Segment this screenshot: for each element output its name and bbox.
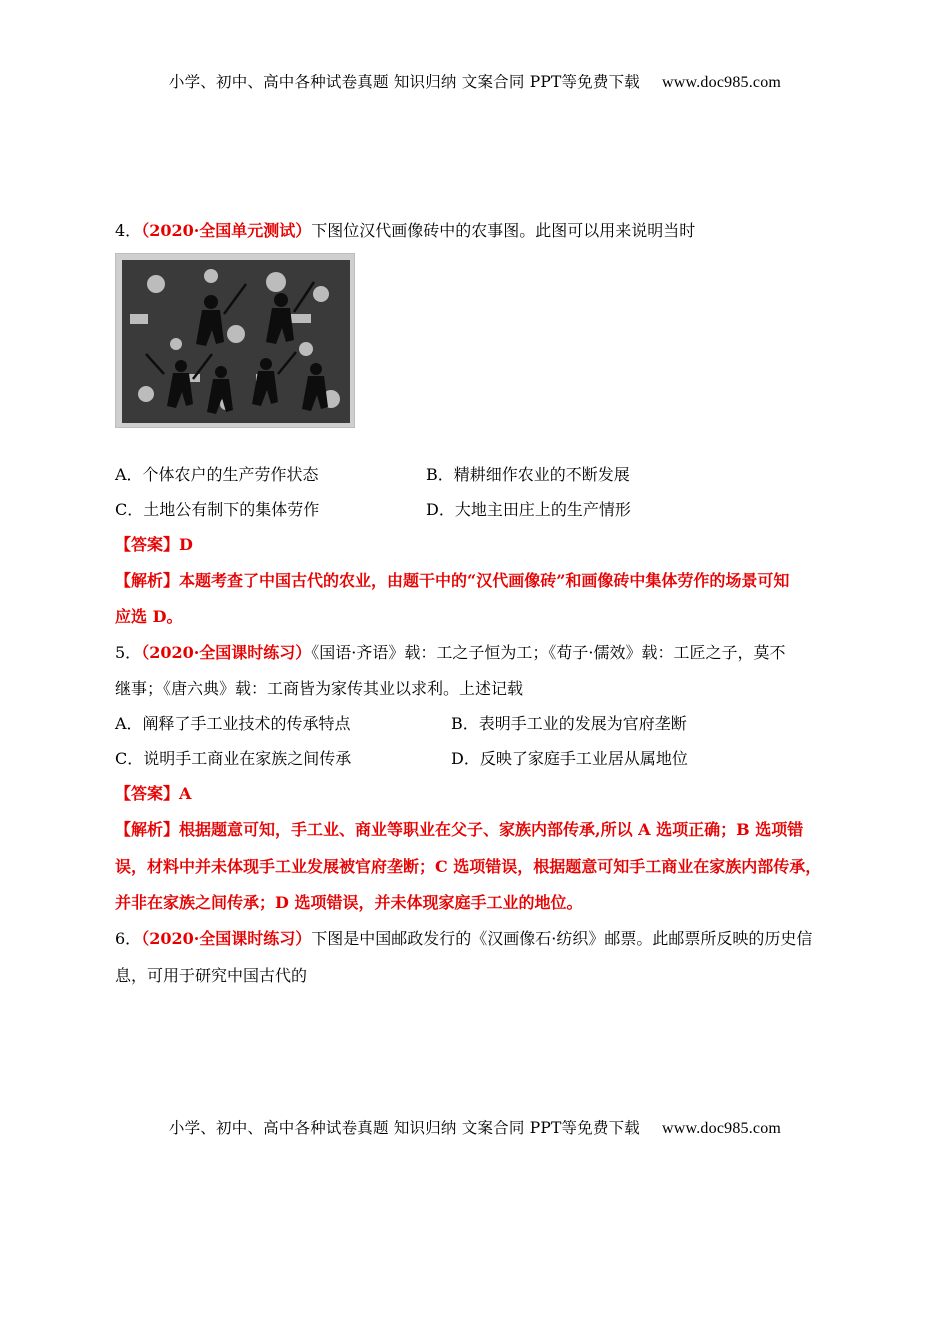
q6-stem-line-1 <box>115 929 812 949</box>
q5-option-c: C．说明手工商业在家族之间传承 <box>115 749 352 768</box>
q5-source: （2020·全国课时练习） <box>141 643 312 662</box>
q4-option-d: D．大地主田庄上的生产情形 <box>426 500 631 519</box>
q4-analysis-line-2: 应选 D。 <box>115 607 183 626</box>
q5-answer: 【答案】A <box>115 784 192 803</box>
q6-source: （2020·全国课时练习） <box>141 929 312 948</box>
q6-stem-line-2: 息，可用于研究中国古代的 <box>115 966 308 985</box>
q4-answer: 【答案】D <box>115 535 193 554</box>
q5-analysis-line-2: 误，材料中并未体现手工业发展被官府垄断；C 选项错误，根据题意可知手工商业在家族内部传承， <box>115 857 822 876</box>
footer-text: 小学、初中、高中各种试卷真题 知识归纳 文案合同 PPT等免费下载 <box>168 1119 640 1137</box>
q5-number: 5． <box>115 643 142 662</box>
q6-stem-1: 下图是中国邮政发行的《汉画像石·纺织》邮票。此邮票所反映的历史信 <box>311 929 813 948</box>
q5-option-b: B．表明手工业的发展为官府垄断 <box>451 714 687 733</box>
q4-number: 4． <box>115 221 142 240</box>
q6-number: 6． <box>115 929 142 948</box>
q5-option-d: D．反映了家庭手工业居从属地位 <box>451 749 688 768</box>
q5-option-a: A．阐释了手工业技术的传承特点 <box>115 714 351 733</box>
q5-stem-1: 《国语·齐语》载：工之子恒为工；《荀子·儒效》载：工匠之子，莫不 <box>311 643 786 662</box>
q4-option-b: B．精耕细作农业的不断发展 <box>426 465 630 484</box>
header-text: 小学、初中、高中各种试卷真题 知识归纳 文案合同 PPT等免费下载 <box>168 73 640 91</box>
q5-stem-line-2: 继事；《唐六典》载：工商皆为家传其业以求利。上述记载 <box>115 679 524 698</box>
header-site: www.doc985.com <box>662 74 782 91</box>
han-brick-farming-image <box>115 253 355 428</box>
q5-analysis-line-1: 【解析】根据题意可知，手工业、商业等职业在父子、家族内部传承,所以 A 选项正确；B 选项错 <box>115 820 804 839</box>
q4-option-c: C．土地公有制下的集体劳作 <box>115 500 320 519</box>
q4-source: （2020·全国单元测试） <box>141 221 312 240</box>
q5-stem-line-1 <box>115 643 785 663</box>
q4-analysis-line-1: 【解析】本题考查了中国古代的农业，由题干中的“汉代画像砖”和画像砖中集体劳作的场景可知 <box>115 571 790 590</box>
q4-option-a: A．个体农户的生产劳作状态 <box>115 465 319 484</box>
footer-site: www.doc985.com <box>662 1120 782 1137</box>
q5-analysis-line-3: 并非在家族之间传承；D 选项错误，并未体现家庭手工业的地位。 <box>115 893 583 912</box>
q4-stem-line <box>115 221 695 241</box>
han-brick-farming-illustration <box>116 254 355 428</box>
page-footer <box>0 1116 950 1138</box>
page-header <box>0 70 950 92</box>
q4-stem: 下图位汉代画像砖中的农事图。此图可以用来说明当时 <box>311 221 696 240</box>
